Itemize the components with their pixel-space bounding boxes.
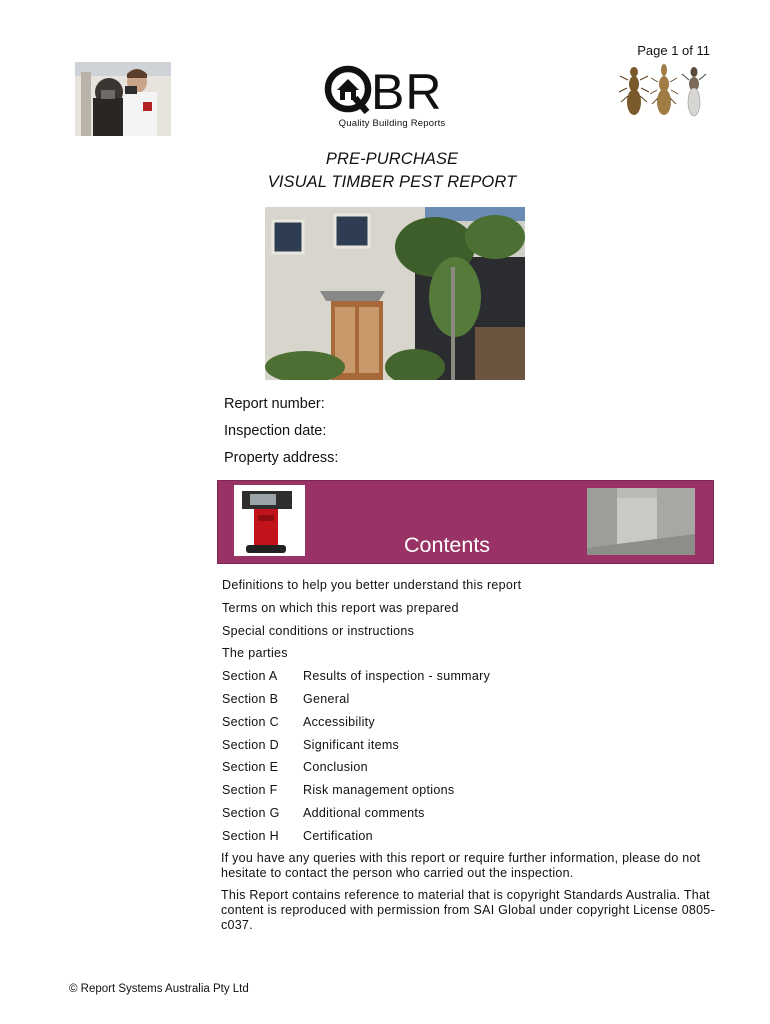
section-title: Significant items — [303, 737, 400, 752]
section-label: Section A — [222, 669, 278, 684]
contents-item: Special conditions or instructions — [222, 623, 415, 638]
copyright-note: This Report contains reference to material that is copyright Standards Australia. That content is reproduced with permission from SAI Global under copyright License 0805-c037. — [221, 888, 715, 932]
svg-text:BR: BR — [371, 64, 443, 118]
contents-heading: Contents — [404, 533, 491, 557]
report-number-label: Report number: — [224, 396, 325, 412]
section-label: Section C — [222, 714, 279, 729]
moisture-meter-image — [234, 485, 305, 556]
section-label: Section H — [222, 828, 279, 843]
report-title-line-1: PRE-PURCHASE — [325, 150, 459, 168]
logo-tagline: Quality Building Reports — [338, 118, 446, 129]
section-label: Section G — [222, 806, 280, 820]
report-title-line-2: VISUAL TIMBER PEST REPORT — [267, 173, 517, 191]
section-title: Conclusion — [303, 760, 368, 775]
property-photo — [265, 207, 525, 380]
inspection-date-label: Inspection date: — [224, 423, 327, 439]
section-title: Accessibility — [303, 714, 375, 729]
section-title: Certification — [303, 828, 373, 843]
section-title: Risk management options — [303, 783, 455, 798]
contents-item: Terms on which this report was prepared — [222, 600, 459, 615]
section-title: Additional comments — [303, 806, 425, 820]
inspector-photo — [75, 62, 171, 136]
section-title: Results of inspection - summary — [303, 669, 491, 684]
contents-banner — [217, 480, 714, 564]
room-scan-image — [587, 488, 695, 555]
page-indicator: Page 1 of 11 — [637, 43, 710, 58]
footer-copyright: © Report Systems Australia Pty Ltd — [69, 983, 249, 995]
property-address-label: Property address: — [224, 450, 339, 466]
termite-illustrations — [618, 62, 710, 134]
contents-item: Definitions to help you better understand this report — [222, 578, 522, 592]
contents-item: The parties — [222, 646, 288, 661]
queries-note: If you have any queries with this report or require further information, please do not hesitate to contact the person who carried out the inspection. — [221, 851, 701, 880]
section-label: Section E — [222, 760, 279, 775]
section-label: Section F — [222, 783, 278, 798]
section-title: General — [303, 692, 350, 706]
section-label: Section B — [222, 692, 279, 706]
section-label: Section D — [222, 737, 279, 752]
